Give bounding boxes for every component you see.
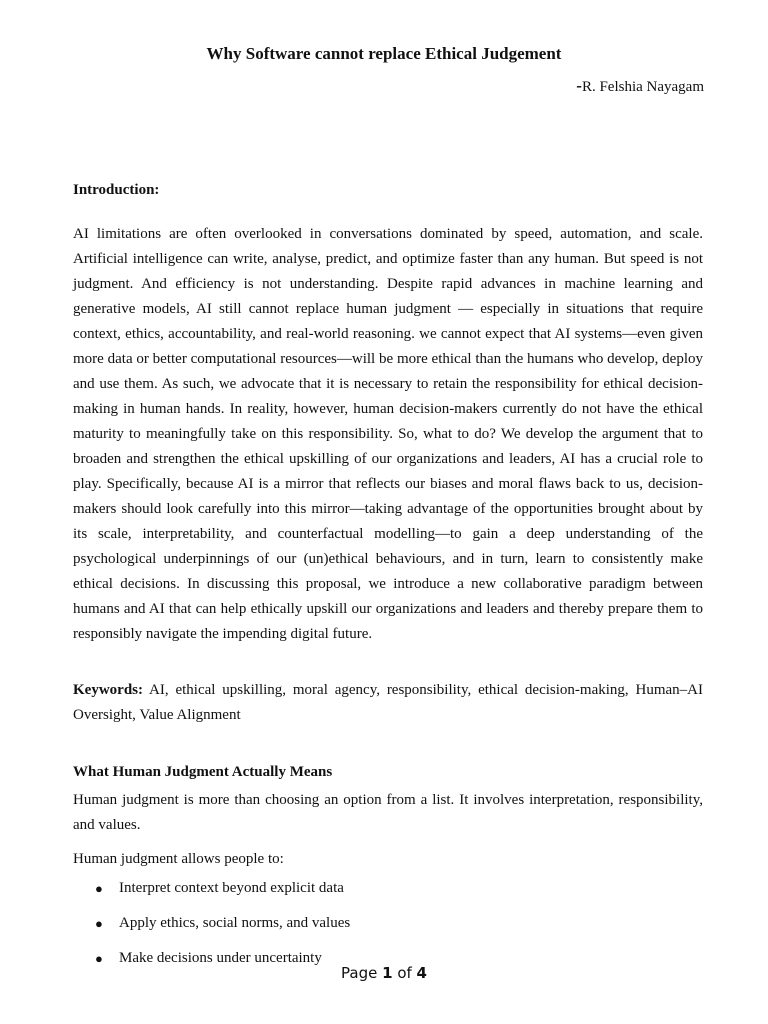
bullet-icon: ●: [95, 916, 103, 931]
bullet-icon: ●: [95, 881, 103, 896]
page-footer: [0, 964, 768, 982]
keywords-paragraph: [73, 678, 703, 728]
introduction-paragraph: AI limitations are often overlooked in conversations dominated by speed, automation, and scale. Artificial intelligence can write, analyse, predict, and optimize faster than any human. But speed is not judgment. And efficiency is not understanding. Despite rapid advances in machine learning and generative models, AI still cannot replace human judgment — especially in situations that require context, ethics, accountability, and real-world reasoning. we cannot expect that AI systems—even given more data or better computational resources—will be more ethical than the humans who develop, deploy and use them. As such, we advocate that it is necessary to retain the responsibility for ethical decision-making in human hands. In reality, however, human decision-makers currently do not have the ethical maturity to meaningfully take on this responsibility. So, what to do? We develop the argument that to broaden and strengthen the ethical upskilling of our organizations and leaders, AI has a crucial role to play. Specifically, because AI is a mirror that reflects our biases and moral flaws back to us, decision-makers should look carefully into this mirror—taking advantage of the opportunities brought about by its scale, interpretability, and counterfactual modelling—to gain a deep understanding of the psychological underpinnings of our (un)ethical behaviours, and in turn, learn to consistently make ethical decisions. In discussing this proposal, we introduce a new collaborative paradigm between humans and AI that can help ethically upskill our organizations and leaders and thereby prepare them to responsibly navigate the impending digital future.: [73, 226, 703, 642]
introduction-heading: Introduction:: [73, 182, 160, 198]
judgment-heading: What Human Judgment Actually Means: [73, 764, 333, 780]
total-pages-number: 4: [416, 964, 427, 982]
keywords-text: AI, ethical upskilling, moral agency, responsibility, ethical decision-making, Human–AI Oversight, Value Alignment: [73, 682, 703, 723]
author-line: [576, 76, 704, 96]
page-label: Page: [341, 964, 383, 982]
judgment-paragraph: Human judgment is more than choosing an option from a list. It involves interpretation, responsibility, and values.: [73, 792, 703, 833]
list-item-text: Make decisions under uncertainty: [119, 950, 322, 966]
list-item-text: Apply ethics, social norms, and values: [119, 915, 351, 931]
keywords-label: Keywords:: [73, 682, 143, 698]
list-item: [73, 911, 703, 946]
page-of-label: of: [392, 964, 417, 982]
author-dash: -: [576, 76, 582, 95]
author-name: R. Felshia Nayagam: [581, 79, 704, 95]
list-item: [73, 876, 703, 911]
current-page-number: 1: [382, 964, 393, 982]
document-title: Why Software cannot replace Ethical Judgement: [206, 44, 562, 63]
list-item-text: Interpret context beyond explicit data: [119, 880, 344, 896]
bullet-icon: ●: [95, 951, 103, 966]
judgment-list-intro: Human judgment allows people to:: [73, 851, 284, 867]
